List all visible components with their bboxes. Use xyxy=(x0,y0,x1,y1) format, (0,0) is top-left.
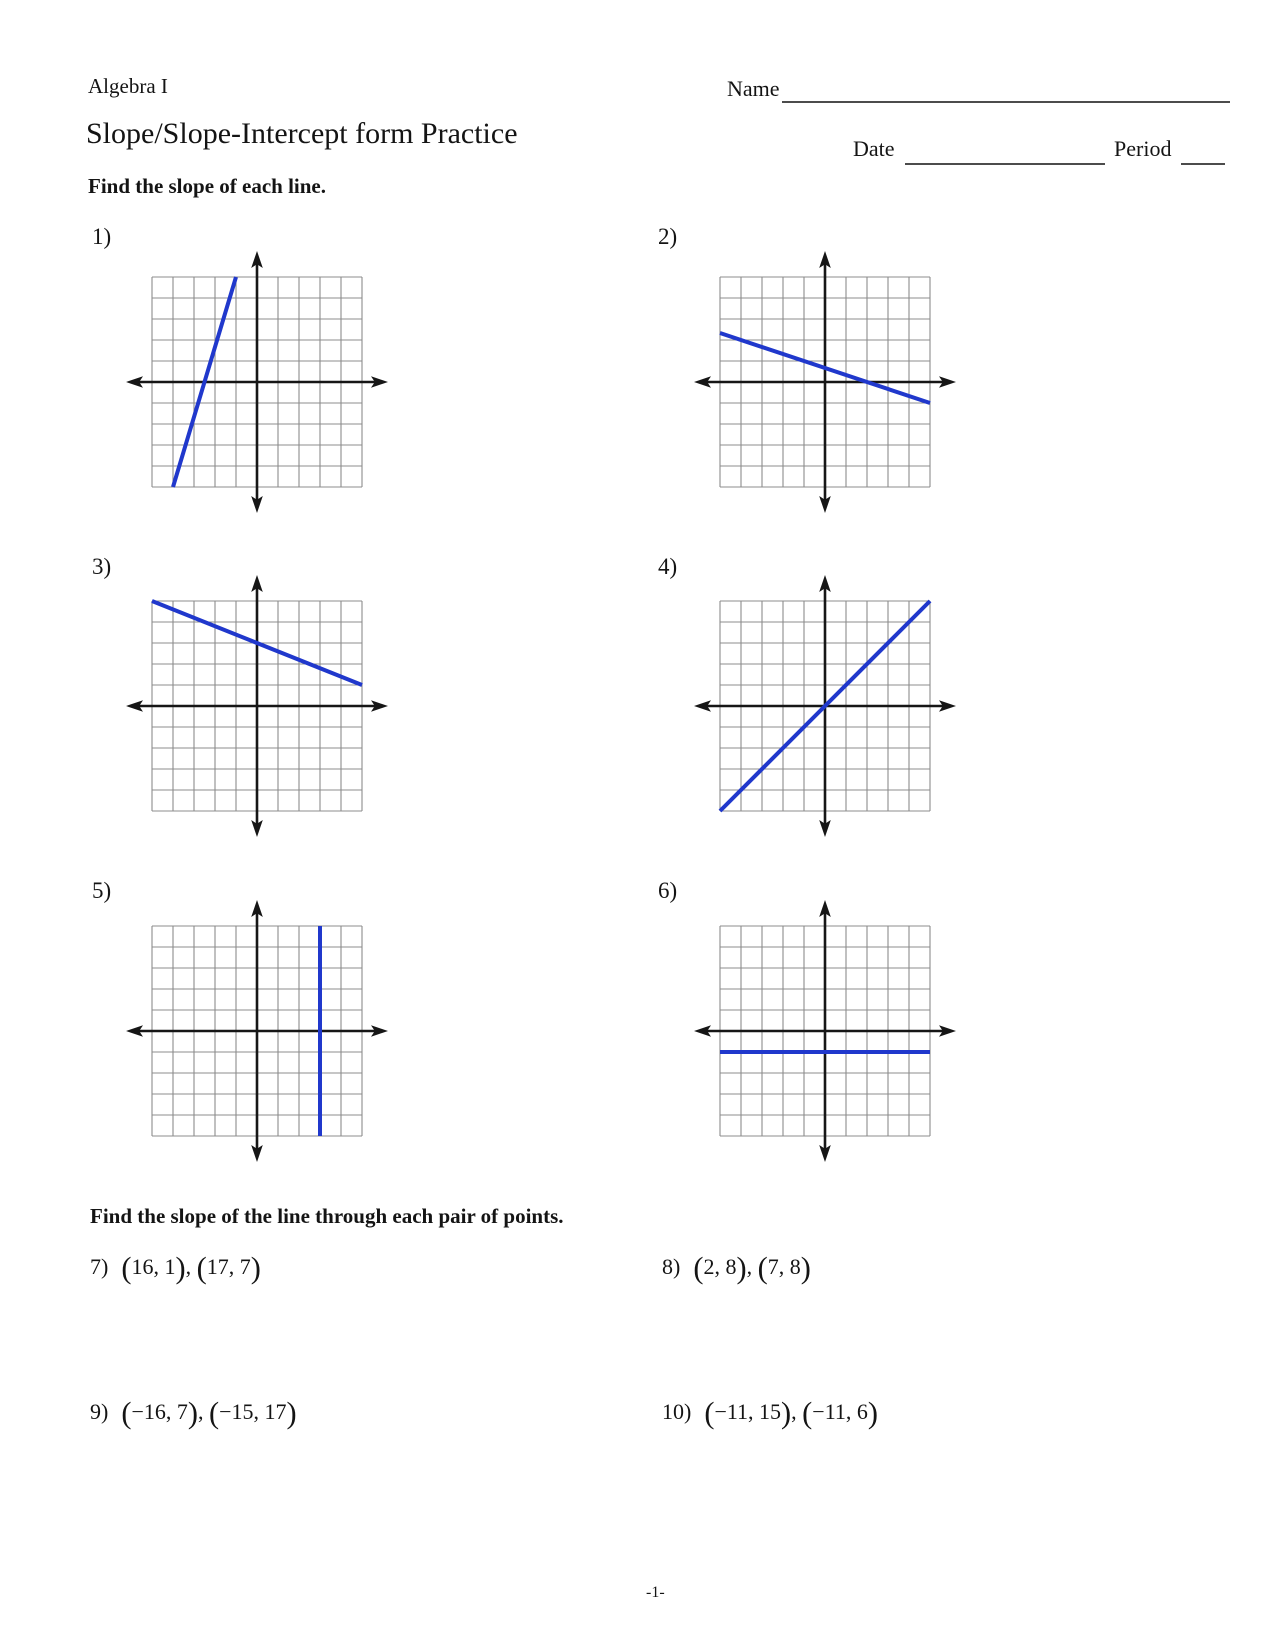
problem-7-number: 7) xyxy=(90,1254,109,1279)
problem-9-number: 9) xyxy=(90,1399,109,1424)
graph-5-plot xyxy=(122,896,392,1166)
graph-4-plot xyxy=(690,571,960,841)
problem-8-points: (2, 8), (7, 8) xyxy=(693,1250,811,1285)
coordinate-grid-svg xyxy=(690,247,960,517)
graph-4-number: 4) xyxy=(658,554,678,579)
problem-9 xyxy=(90,1395,297,1430)
graph-5-number: 5) xyxy=(92,878,112,903)
graph-2-number: 2) xyxy=(658,224,678,249)
problem-8 xyxy=(662,1250,811,1285)
graph-1-number: 1) xyxy=(92,224,112,249)
course-label: Algebra I xyxy=(88,74,168,98)
name-blank-line xyxy=(782,101,1230,103)
graph-2-plot xyxy=(690,247,960,517)
problem-7-points: (16, 1), (17, 7) xyxy=(121,1250,261,1285)
date-blank-line xyxy=(905,163,1105,165)
problem-10-points: (−11, 15), (−11, 6) xyxy=(704,1395,879,1430)
period-label: Period xyxy=(1114,136,1172,161)
coordinate-grid-svg xyxy=(690,571,960,841)
problem-7 xyxy=(90,1250,261,1285)
problem-10 xyxy=(662,1395,879,1430)
graph-6-plot xyxy=(690,896,960,1166)
graph-3-plot xyxy=(122,571,392,841)
coordinate-grid-svg xyxy=(122,896,392,1166)
period-blank-line xyxy=(1181,163,1225,165)
coordinate-grid-svg xyxy=(122,571,392,841)
coordinate-grid-svg xyxy=(122,247,392,517)
section1-heading: Find the slope of each line. xyxy=(88,174,327,198)
coordinate-grid-svg xyxy=(690,896,960,1166)
graph-6-number: 6) xyxy=(658,878,678,903)
page-number: -1- xyxy=(646,1584,665,1601)
problem-9-points: (−16, 7), (−15, 17) xyxy=(121,1395,297,1430)
date-label: Date xyxy=(853,136,895,161)
problem-8-number: 8) xyxy=(662,1254,681,1279)
problem-10-number: 10) xyxy=(662,1399,692,1424)
section2-heading: Find the slope of the line through each pair of points. xyxy=(90,1204,564,1228)
name-label: Name xyxy=(727,76,780,101)
graph-3-number: 3) xyxy=(92,554,112,579)
graph-1-plot xyxy=(122,247,392,517)
page-title: Slope/Slope-Intercept form Practice xyxy=(86,117,518,150)
